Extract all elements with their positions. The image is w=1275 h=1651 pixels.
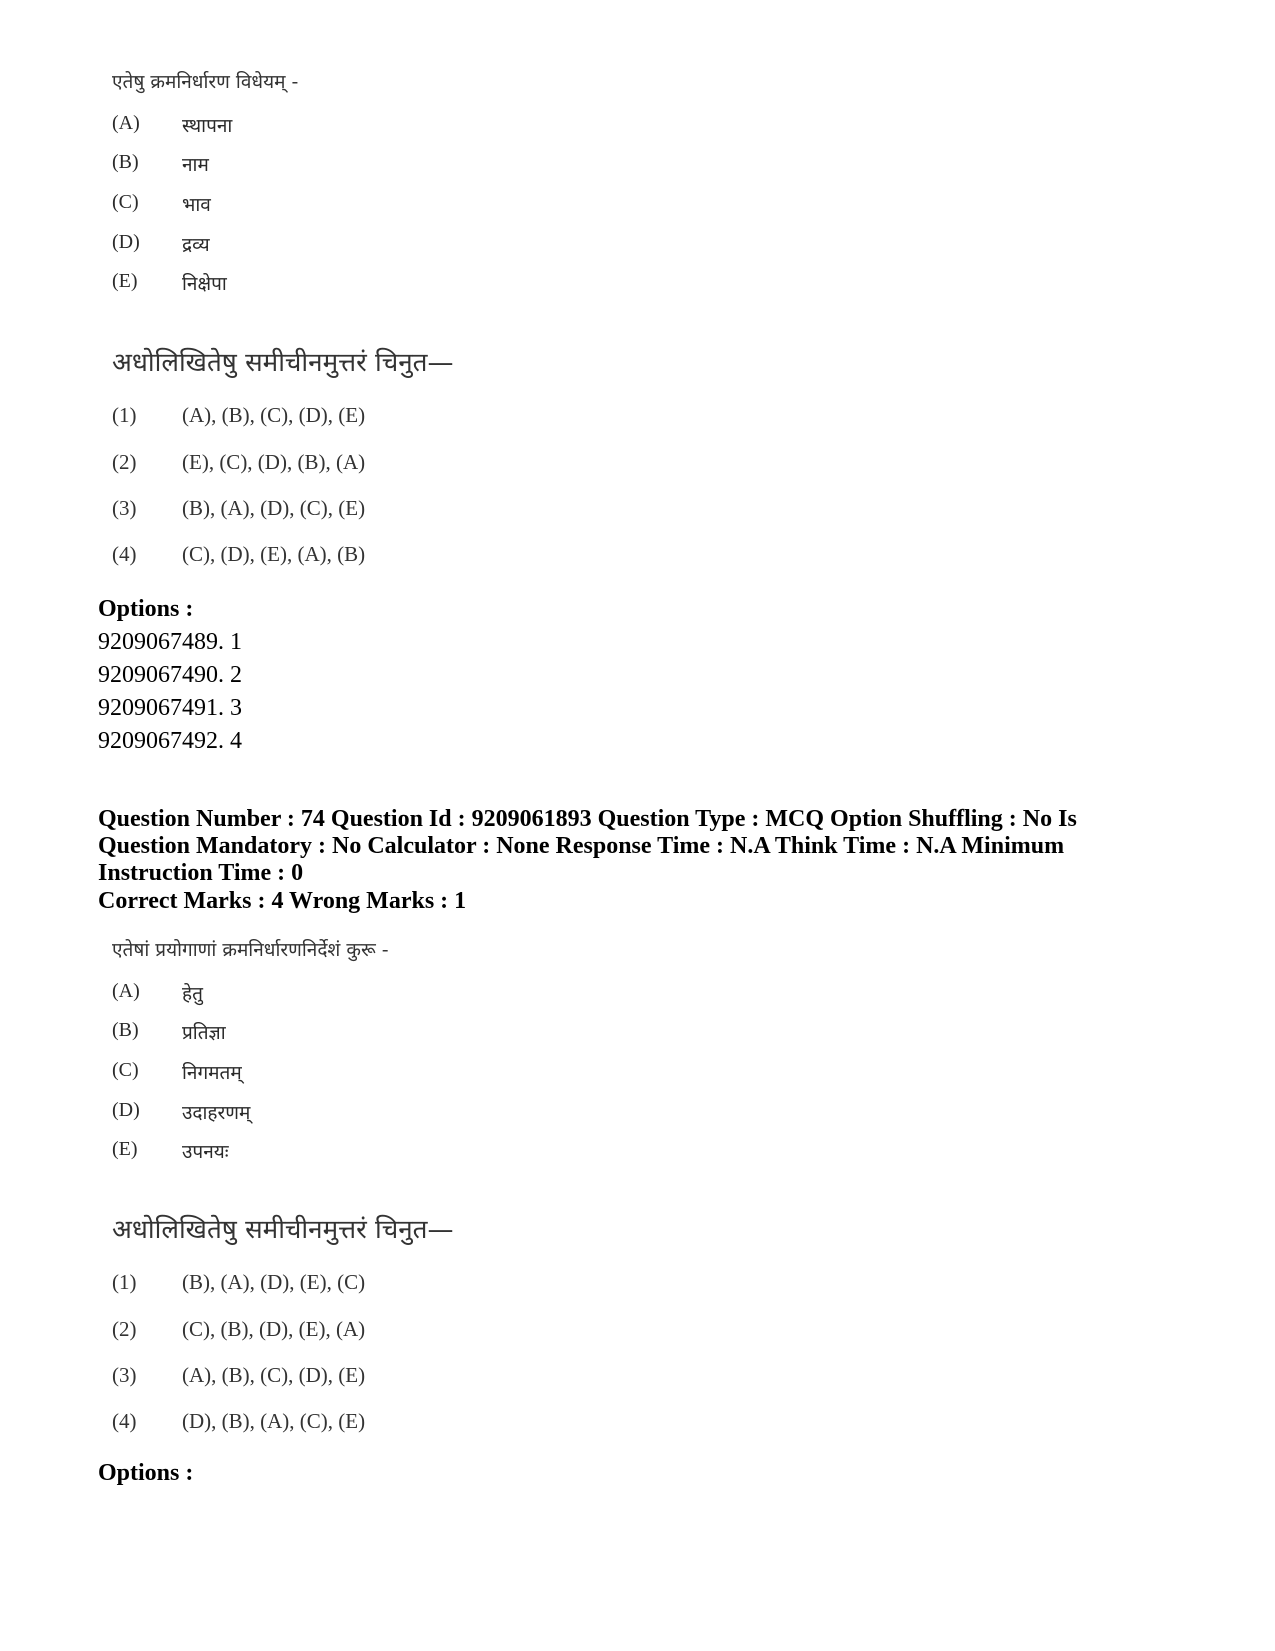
item-label: (E) bbox=[112, 1138, 138, 1160]
item-text: भाव bbox=[182, 194, 211, 216]
question-a-instruction: एतेषु क्रमनिर्धारण विधेयम् - bbox=[112, 71, 299, 93]
question-b-options-heading: Options : bbox=[98, 1460, 194, 1486]
choice-number: (2) bbox=[112, 1317, 137, 1341]
item-label: (A) bbox=[112, 980, 140, 1002]
item-label: (E) bbox=[112, 270, 138, 292]
item-label: (B) bbox=[112, 151, 139, 173]
question-b-instruction: एतेषां प्रयोगाणां क्रमनिर्धारणनिर्देशं कुरू - bbox=[112, 939, 389, 961]
option-line: 9209067490. 2 bbox=[98, 662, 242, 688]
item-label: (D) bbox=[112, 231, 140, 253]
choice-sequence: (B), (A), (D), (C), (E) bbox=[182, 496, 366, 520]
item-text: उदाहरणम् bbox=[182, 1102, 251, 1124]
item-text: निगमतम् bbox=[182, 1062, 242, 1084]
question-a-options-heading: Options : bbox=[98, 596, 194, 622]
question-a-prompt: अधोलिखितेषु समीचीनमुत्तरं चिनुत— bbox=[112, 348, 454, 378]
choice-sequence: (D), (B), (A), (C), (E) bbox=[182, 1409, 366, 1433]
choice-sequence: (A), (B), (C), (D), (E) bbox=[182, 1363, 366, 1387]
choice-number: (4) bbox=[112, 1409, 137, 1433]
choice-number: (2) bbox=[112, 450, 137, 474]
item-label: (C) bbox=[112, 191, 139, 213]
choice-sequence: (C), (D), (E), (A), (B) bbox=[182, 542, 366, 566]
choice-sequence: (A), (B), (C), (D), (E) bbox=[182, 403, 366, 427]
item-label: (C) bbox=[112, 1059, 139, 1081]
choice-number: (4) bbox=[112, 542, 137, 566]
item-text: द्रव्य bbox=[182, 234, 210, 256]
question-b-marks: Correct Marks : 4 Wrong Marks : 1 bbox=[98, 888, 467, 914]
item-label: (A) bbox=[112, 112, 140, 134]
item-text: उपनयः bbox=[182, 1141, 229, 1163]
question-b-meta: Question Number : 74 Question Id : 9209061893 Question Type : MCQ Option Shuffling : No Is Question Mandatory : No Calculator : None Response Time : N.A Think Time : N.A Minimum Instruction Time : 0 bbox=[98, 806, 1077, 886]
choice-number: (1) bbox=[112, 1270, 137, 1294]
choice-sequence: (C), (B), (D), (E), (A) bbox=[182, 1317, 366, 1341]
choice-number: (3) bbox=[112, 1363, 137, 1387]
item-text: प्रतिज्ञा bbox=[182, 1022, 226, 1044]
option-line: 9209067492. 4 bbox=[98, 728, 242, 754]
item-label: (D) bbox=[112, 1099, 140, 1121]
option-line: 9209067489. 1 bbox=[98, 629, 242, 655]
choice-sequence: (E), (C), (D), (B), (A) bbox=[182, 450, 366, 474]
question-b-prompt: अधोलिखितेषु समीचीनमुत्तरं चिनुत— bbox=[112, 1215, 454, 1245]
option-line: 9209067491. 3 bbox=[98, 695, 242, 721]
item-text: हेतु bbox=[182, 983, 203, 1005]
choice-sequence: (B), (A), (D), (E), (C) bbox=[182, 1270, 366, 1294]
choice-number: (1) bbox=[112, 403, 137, 427]
choice-number: (3) bbox=[112, 496, 137, 520]
item-text: स्थापना bbox=[182, 115, 233, 137]
item-label: (B) bbox=[112, 1019, 139, 1041]
item-text: नाम bbox=[182, 154, 209, 176]
item-text: निक्षेपा bbox=[182, 273, 227, 295]
